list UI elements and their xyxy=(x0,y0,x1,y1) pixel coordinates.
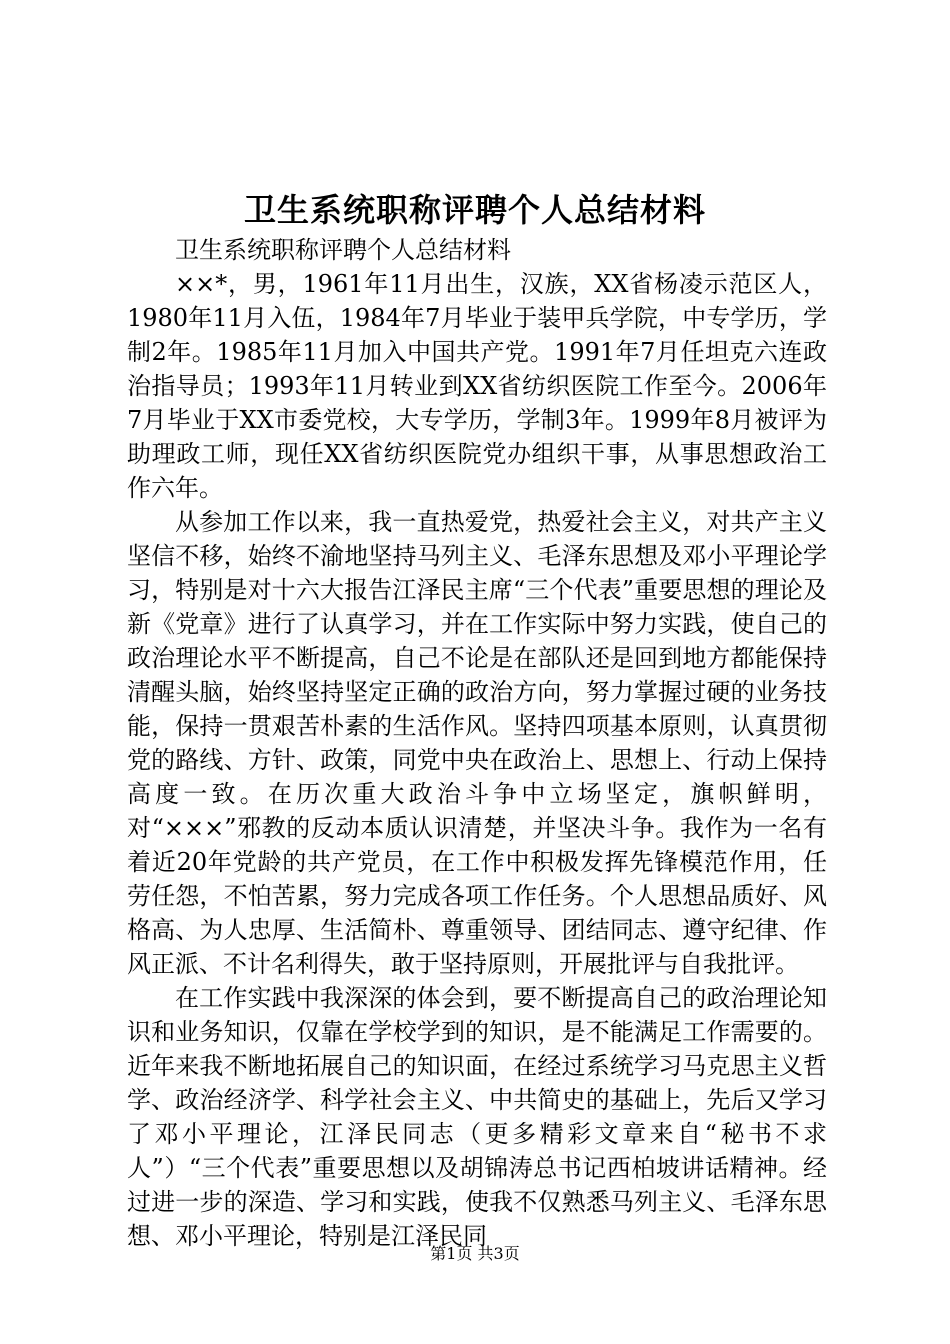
body-paragraph-subtitle: 卫生系统职称评聘个人总结材料 xyxy=(175,236,511,264)
body-paragraph-profile: ××*，男，1961年11月出生，汉族，XX省杨凌示范区人，1980年11月入伍，1984年7月毕业于装甲兵学院，中专学历，学制2年。1985年11月加入中国共产党。1991年7月任坦克六连政治指导员；1993年11月转业到XX省纺织医院工作至今。2006年7月毕业于XX市委党校，大专学历，学制3年。1999年8月被评为助理政工师，现任XX省纺织医院党办组织干事，从事思想政治工作六年。 xyxy=(127,270,827,502)
page-footer: 第1页 共3页 xyxy=(430,1244,520,1263)
body-paragraph-political-stance: 从参加工作以来，我一直热爱党，热爱社会主义，对共产主义坚信不移，始终不渝地坚持马列主义、毛泽东思想及邓小平理论学习，特别是对十六大报告江泽民主席“三个代表”重要思想的理论及新《党章》进行了认真学习，并在工作实际中努力实践，使自己的政治理论水平不断提高，自己不论是在部队还是回到地方都能保持清醒头脑，始终坚持坚定正确的政治方向，努力掌握过硬的业务技能，保持一贯艰苦朴素的生活作风。坚持四项基本原则，认真贯彻党的路线、方针、政策，同党中央在政治上、思想上、行动上保持高度一致。在历次重大政治斗争中立场坚定，旗帜鲜明，对“×××”邪教的反动本质认识清楚，并坚决斗争。我作为一名有着近20年党龄的共产党员，在工作中积极发挥先锋模范作用，任劳任怨，不怕苦累，努力完成各项工作任务。个人思想品质好、风格高、为人忠厚、生活简朴、尊重领导、团结同志、遵守纪律、作风正派、不计名利得失，敢于坚持原则，开展批评与自我批评。 xyxy=(127,508,827,978)
document-body xyxy=(127,233,827,1253)
body-paragraph-study: 在工作实践中我深深的体会到，要不断提高自己的政治理论知识和业务知识，仅靠在学校学到的知识，是不能满足工作需要的。近年来我不断地拓展自己的知识面，在经过系统学习马克思主义哲学、政治经济学、科学社会主义、中共简史的基础上，先后又学习了邓小平理论，江泽民同志（更多精彩文章来自“秘书不求人”）“三个代表”重要思想以及胡锦涛总书记西柏坡讲话精神。经过进一步的深造、学习和实践，使我不仅熟悉马列主义、毛泽东思想、邓小平理论，特别是江泽民同 xyxy=(127,984,827,1250)
document-title: 卫生系统职称评聘个人总结材料 xyxy=(243,191,706,229)
